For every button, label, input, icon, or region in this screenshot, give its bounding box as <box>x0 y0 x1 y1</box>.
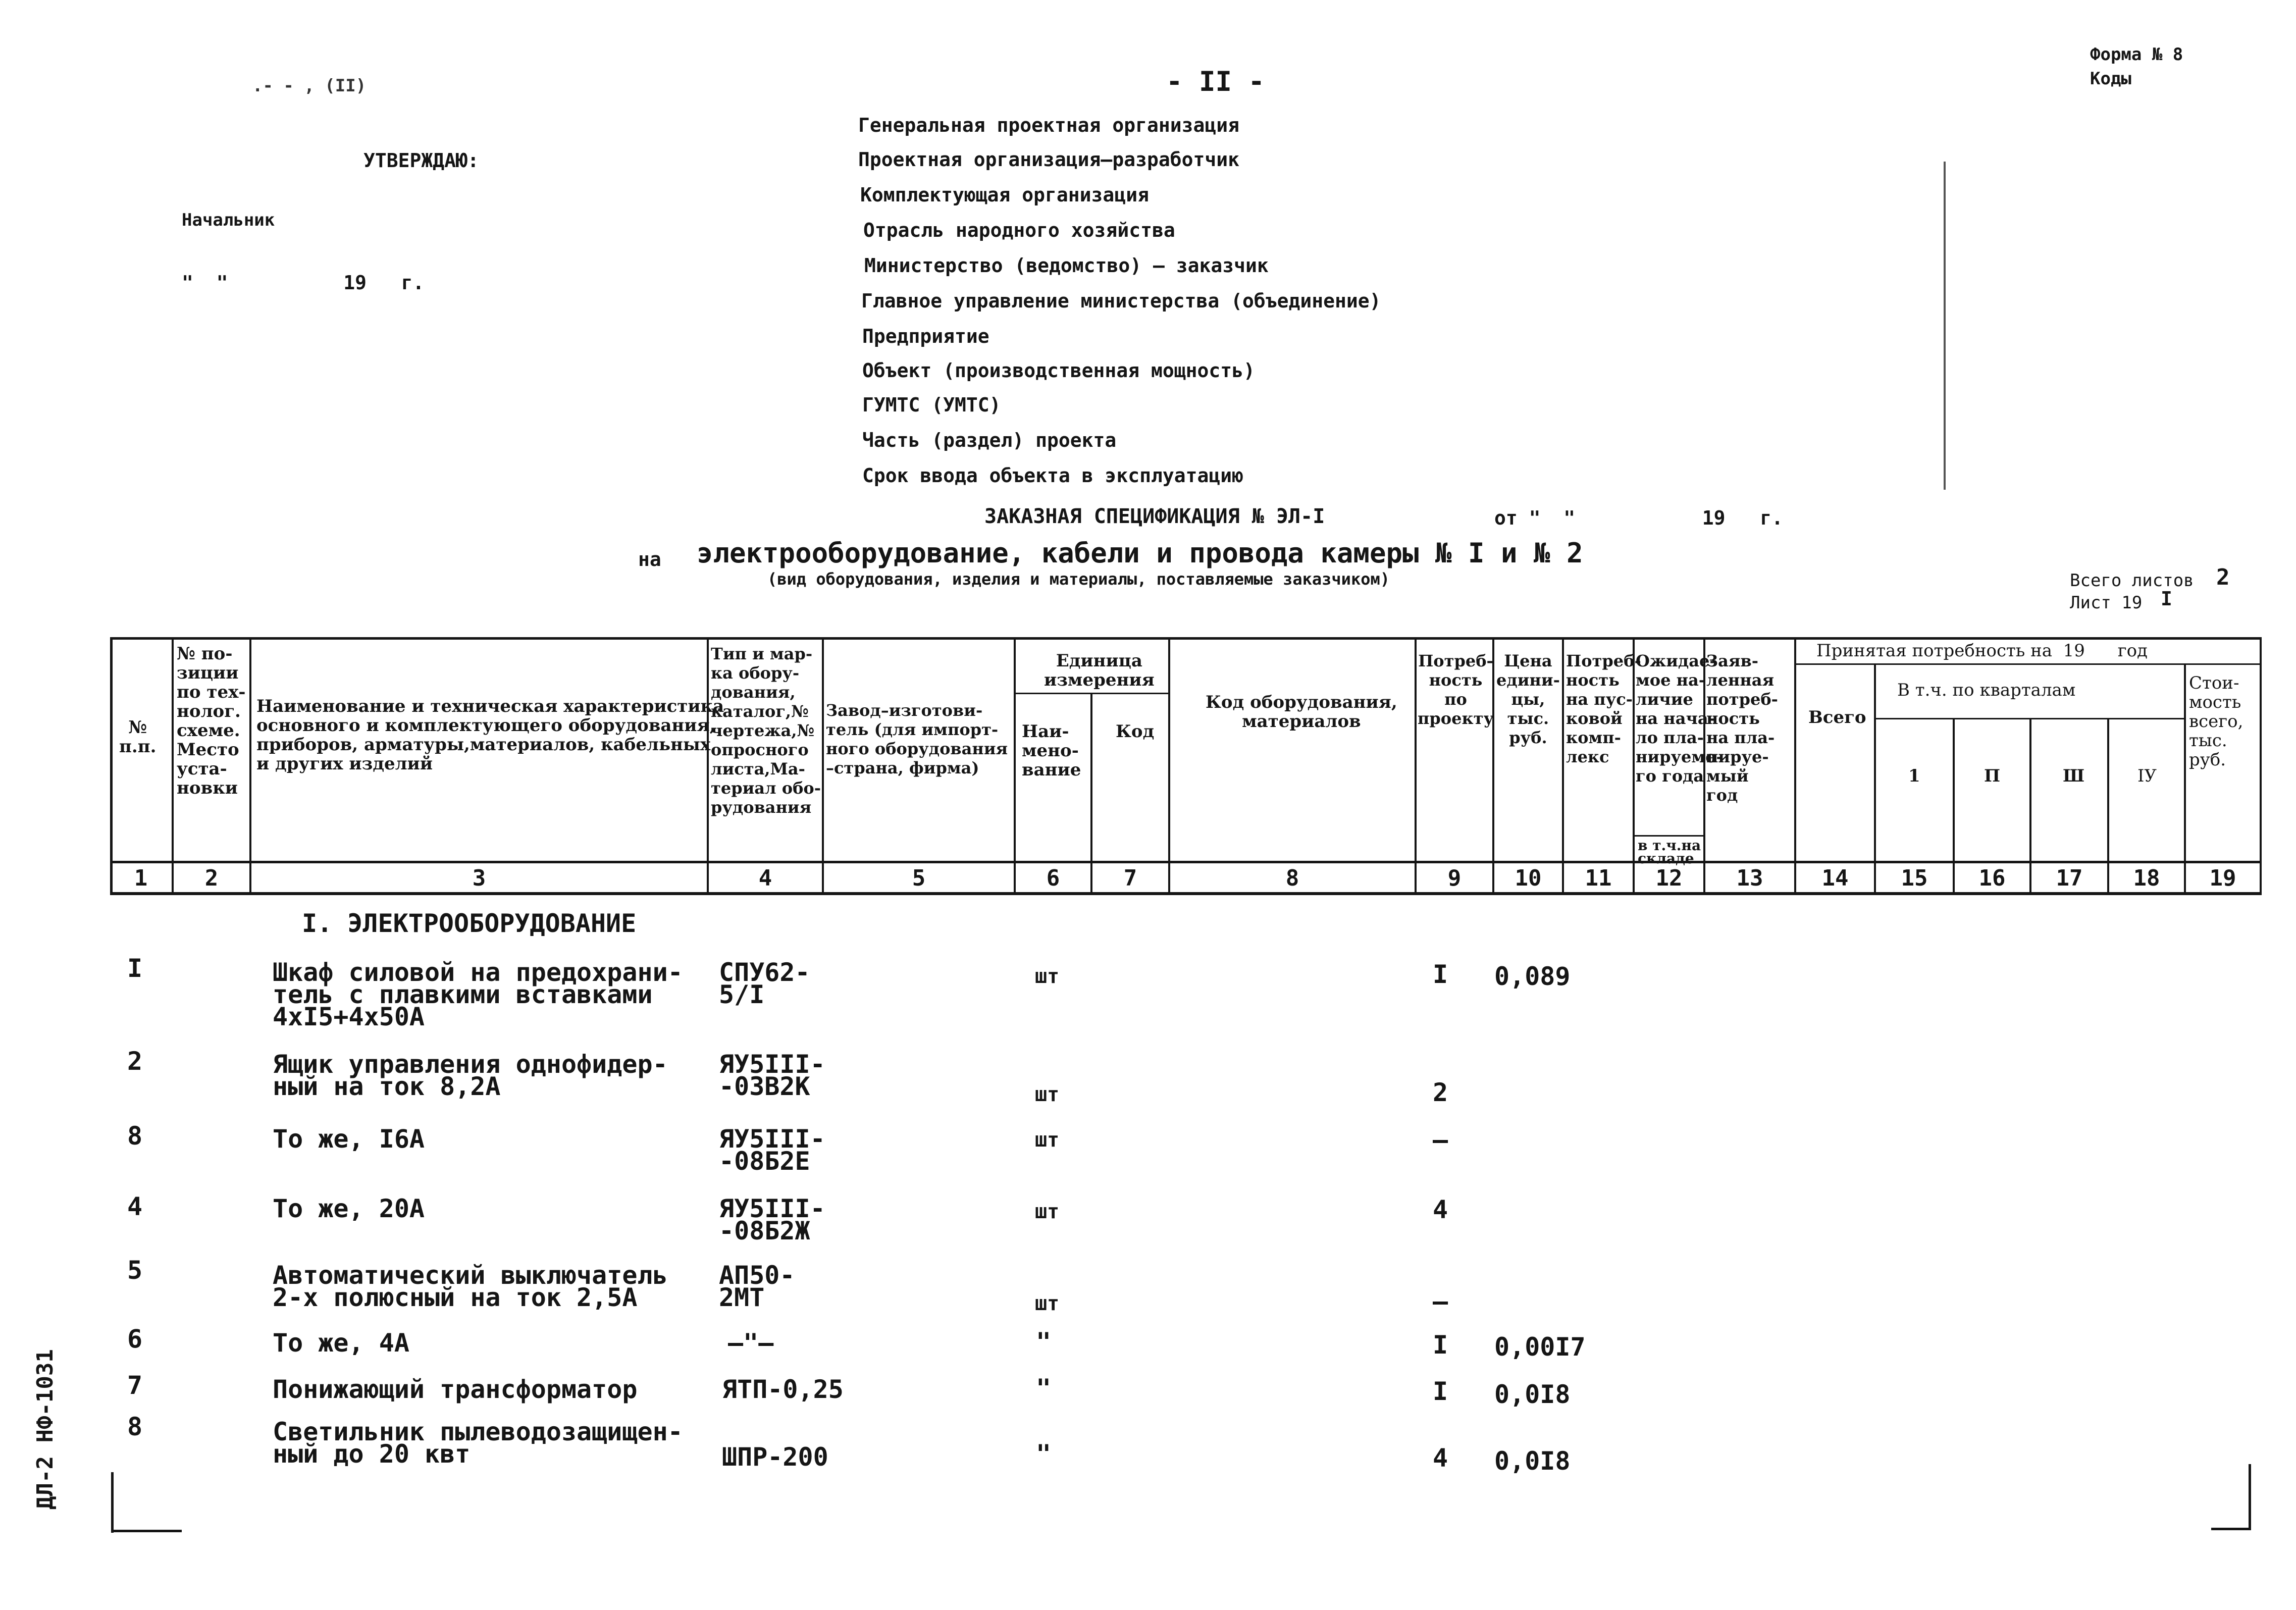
row-number: 8 <box>127 1412 143 1441</box>
org-field: Отрасль народного хозяйства <box>863 219 1175 241</box>
col-number: 9 <box>1447 865 1462 891</box>
approval-position: Начальник <box>182 210 275 230</box>
row-type: ЯТП-0,25 <box>722 1375 844 1404</box>
spec-table-header <box>110 637 2262 895</box>
col-header-8: Код оборудования, материалов <box>1206 692 1397 732</box>
row-number: 2 <box>127 1047 143 1076</box>
col-number: 14 <box>1821 865 1849 891</box>
row-name: То же, 20А <box>273 1194 425 1223</box>
col-number: 8 <box>1285 865 1299 891</box>
row-price: 0,0I8 <box>1494 1446 1571 1476</box>
sheets-total-label: Всего листов <box>2070 570 2194 591</box>
col-number: 3 <box>472 865 486 891</box>
col-header-9: Потреб- ность по проекту <box>1418 651 1494 728</box>
row-number: 6 <box>127 1324 143 1354</box>
row-unit: шт <box>1035 965 1060 988</box>
col-header-12-stock: в т.ч.на складе <box>1638 837 1701 867</box>
col-header-10: Цена едини- цы, тыс. руб. <box>1496 651 1560 747</box>
row-name: Автоматический выключатель 2-х полюсный на ток 2,5А <box>273 1261 668 1312</box>
col-number: 10 <box>1515 865 1542 891</box>
spec-title: ЗАКАЗНАЯ СПЕЦИФИКАЦИЯ № ЭЛ-I <box>984 505 1325 528</box>
row-type: ЯУ5III- -08Б2Ж <box>719 1194 825 1245</box>
row-type: ЯУ5III- -03В2К <box>719 1050 825 1101</box>
row-unit: шт <box>1035 1128 1060 1152</box>
row-name: Шкаф силовой на предохрани- тель с плавкими вставками 4хI5+4х50А <box>273 958 683 1031</box>
row-price: 0,00I7 <box>1494 1332 1586 1362</box>
col-header-18: IУ <box>2137 766 2157 786</box>
row-qty: 2 <box>1433 1078 1448 1107</box>
row-unit: " <box>1036 1439 1052 1469</box>
col-number: 13 <box>1736 865 1763 891</box>
col-header-2: № по- зиции по тех- нолог. схеме. Место уста- новки <box>177 644 246 798</box>
approval-title: УТВЕРЖДАЮ: <box>363 149 479 172</box>
org-field: Комплектующая организация <box>860 184 1149 206</box>
row-number: I <box>127 954 143 983</box>
col-number: 5 <box>912 865 926 891</box>
col-header-5: Завод–изготови- тель (для импорт- ного оборудования –страна, фирма) <box>826 701 1008 777</box>
org-field: ГУМТС (УМТС) <box>862 394 1001 416</box>
row-qty: – <box>1433 1125 1448 1155</box>
page-number: - II - <box>1166 66 1265 97</box>
row-type: СПУ62- 5/I <box>719 958 810 1009</box>
spec-on: на <box>638 548 661 570</box>
col-header-4: Тип и мар- ка обору- дования, каталог,№ чертежа,№ опросного листа,Ма- териал обо- рудования <box>711 644 821 817</box>
spec-date: от " " 19 г. <box>1494 507 1783 529</box>
col-header-7: Код <box>1116 721 1155 742</box>
col-header-13: Заяв- ленная потреб- ность на пла- нируе- мый год <box>1706 651 1778 805</box>
org-field: Генеральная проектная организация <box>858 114 1239 136</box>
row-name: Понижающий трансформатор <box>273 1375 638 1404</box>
col-number: 19 <box>2209 865 2236 891</box>
col-header-1: № п.п. <box>119 717 156 757</box>
org-field: Срок ввода объекта в эксплуатацию <box>862 464 1243 487</box>
row-type: ШПР-200 <box>722 1442 828 1472</box>
spec-subject: электрооборудование, кабели и провода камеры № I и № 2 <box>697 537 1583 569</box>
codes-box-line <box>1944 162 1946 490</box>
col-number: 16 <box>1978 865 2006 891</box>
row-qty: I <box>1433 1377 1448 1406</box>
row-name: То же, 4А <box>273 1328 409 1358</box>
row-qty: – <box>1433 1287 1448 1316</box>
row-price: 0,0I8 <box>1494 1380 1571 1409</box>
org-field: Министерство (ведомство) – заказчик <box>864 254 1269 277</box>
quarters-group-header: В т.ч. по кварталам <box>1897 680 2076 700</box>
sheets-total-value: 2 <box>2216 564 2230 590</box>
approval-date: " " 19 г. <box>182 272 425 294</box>
unit-group-header: Единица измерения <box>1044 651 1155 690</box>
row-unit: шт <box>1035 1083 1060 1106</box>
row-qty: 4 <box>1433 1195 1448 1224</box>
sheet-label: Лист 19 <box>2070 593 2143 613</box>
accepted-group-header: Принятая потребность на 19 год <box>1816 641 2148 661</box>
col-number: 7 <box>1123 865 1137 891</box>
col-header-17: Ш <box>2063 766 2085 786</box>
col-number: 17 <box>2056 865 2083 891</box>
col-header-6: Наи- мено- вание <box>1022 721 1081 780</box>
row-name: Светильник пылеводозащищен- ный до 20 квт <box>273 1417 683 1469</box>
row-type: ЯУ5III- -08Б2Е <box>719 1124 825 1176</box>
row-qty: I <box>1433 960 1448 989</box>
col-header-15: 1 <box>1908 766 1920 786</box>
top-left-mark: .- - , (II) <box>252 76 367 96</box>
col-number: 6 <box>1046 865 1060 891</box>
side-stamp: ДЛ-2 НФ-1031 <box>32 1349 58 1510</box>
form-label: Форма № 8 <box>2090 44 2183 65</box>
col-header-14: Всего <box>1808 707 1866 728</box>
org-field: Часть (раздел) проекта <box>862 429 1117 451</box>
corner-mark-left <box>111 1472 114 1533</box>
col-header-19: Стои- мость всего, тыс. руб. <box>2189 673 2243 770</box>
row-type: –"– <box>728 1328 774 1358</box>
col-number: 1 <box>134 865 148 891</box>
row-number: 7 <box>127 1371 143 1400</box>
org-field: Предприятие <box>862 325 989 347</box>
col-number: 4 <box>758 865 772 891</box>
row-unit: шт <box>1035 1200 1060 1223</box>
row-name: Ящик управления однофидер- ный на ток 8,2А <box>273 1050 668 1101</box>
row-number: 4 <box>127 1192 143 1221</box>
row-name: То же, I6А <box>273 1124 425 1154</box>
spec-subject-note: (вид оборудования, изделия и материалы, поставляемые заказчиком) <box>767 569 1390 589</box>
sheet-value: I <box>2161 588 2172 610</box>
form-codes: Коды <box>2090 69 2131 89</box>
col-number: 11 <box>1585 865 1612 891</box>
org-field: Объект (производственная мощность) <box>862 359 1255 382</box>
col-number: 12 <box>1655 865 1683 891</box>
row-unit: шт <box>1035 1292 1060 1315</box>
corner-mark-right <box>2211 1528 2251 1530</box>
row-unit: " <box>1036 1327 1052 1357</box>
org-field: Проектная организация–разработчик <box>858 148 1239 171</box>
row-number: 5 <box>127 1256 143 1285</box>
col-number: 2 <box>204 865 219 891</box>
section-title: I. ЭЛЕКТРООБОРУДОВАНИЕ <box>302 909 637 938</box>
col-header-11: Потреб- ность на пус- ковой комп- лекс <box>1566 651 1641 766</box>
col-number: 18 <box>2133 865 2160 891</box>
corner-mark-right <box>2249 1464 2251 1530</box>
row-qty: I <box>1433 1330 1448 1360</box>
col-header-16: П <box>1984 766 2001 786</box>
col-header-12: Ожидае- мое на- личие на нача- ло пла- нируемо- го года <box>1636 651 1723 786</box>
corner-mark-left <box>111 1530 182 1532</box>
row-unit: " <box>1036 1374 1052 1403</box>
row-type: АП50- 2МТ <box>719 1261 795 1312</box>
row-number: 8 <box>127 1121 143 1151</box>
row-qty: 4 <box>1433 1443 1448 1473</box>
col-header-3: Наименование и техническая характеристика основного и комплектующего оборудования, приборов, арматуры,материалов, кабельных и других изделий <box>256 696 724 774</box>
row-price: 0,089 <box>1494 962 1571 991</box>
col-number: 15 <box>1901 865 1928 891</box>
org-field: Главное управление министерства (объединение) <box>861 290 1381 312</box>
